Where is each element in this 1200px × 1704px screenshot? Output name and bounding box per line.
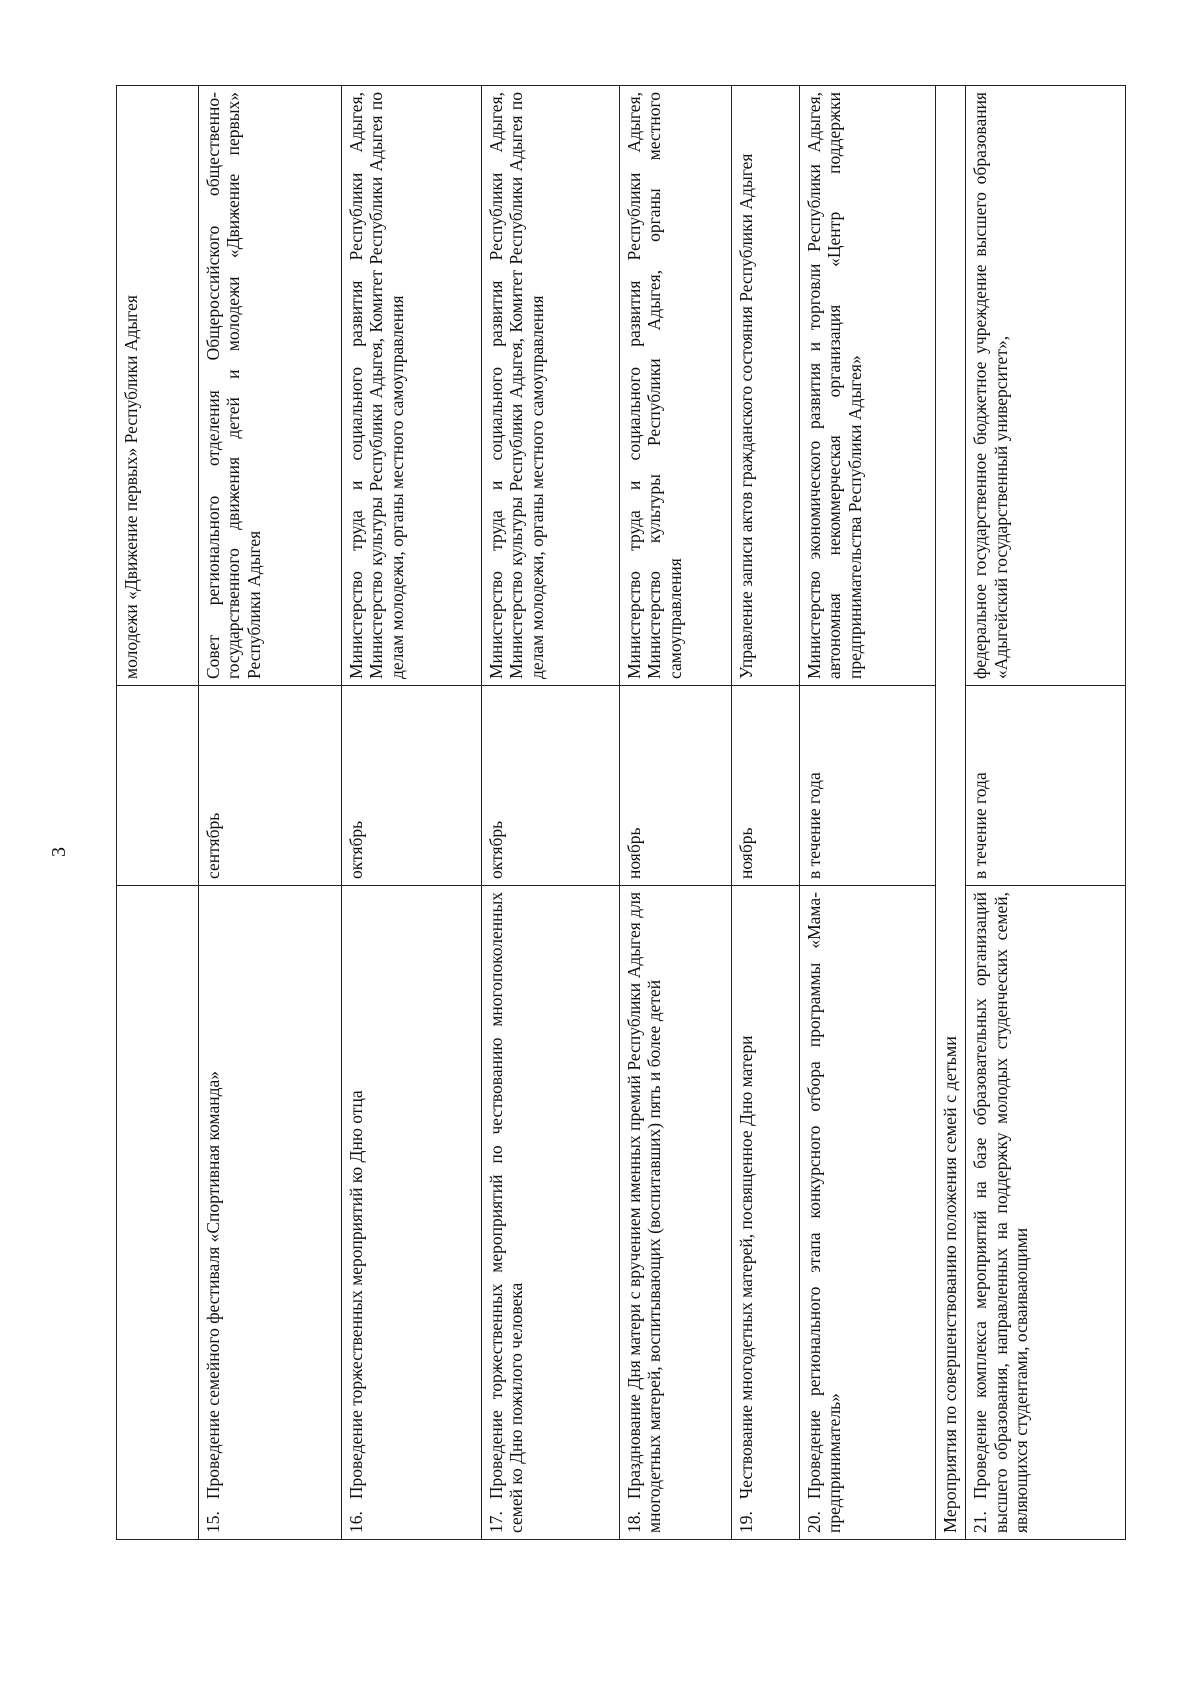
- event-text: Чествование многодетных матерей, посвященное Дню матери: [736, 1035, 756, 1500]
- row-number: 18.: [624, 1511, 644, 1533]
- executors-cell: Министерство труда и социального развития Республики Адыгея, Министерство культуры Республики Адыгея, Комитет Республики Адыгея по делам молодежи, органы местного самоуправления: [342, 86, 482, 686]
- event-text: Проведение семейного фестиваля «Спортивная команда»: [203, 1070, 223, 1500]
- event-cell: [732, 886, 800, 1540]
- row-number: 17.: [486, 1511, 506, 1533]
- event-cell: [199, 886, 342, 1540]
- event-text: Проведение торжественных мероприятий ко Дню отца: [346, 1090, 366, 1500]
- period-cell: в течение года: [966, 686, 1126, 886]
- executors-cell: федеральное государственное бюджетное учреждение высшего образования «Адыгейский государственный университет»,: [966, 86, 1126, 686]
- event-text: Проведение регионального этапа конкурсного отбора программы «Мама-предприниматель»: [804, 892, 845, 1533]
- period-cell: в течение года: [800, 686, 936, 886]
- period-cell: [117, 686, 199, 886]
- table-row: [482, 86, 620, 1540]
- table-row: [966, 86, 1126, 1540]
- event-cell: [800, 886, 936, 1540]
- section-row: [936, 86, 966, 1540]
- table-row: [342, 86, 482, 1540]
- executors-cell: молодежи «Движение первых» Республики Адыгея: [117, 86, 199, 686]
- executors-cell: Министерство труда и социального развития Республики Адыгея, Министерство культуры Республики Адыгея, Комитет Республики Адыгея по делам молодежи, органы местного самоуправления: [482, 86, 620, 686]
- event-cell: [966, 886, 1126, 1540]
- period-cell: октябрь: [482, 686, 620, 886]
- period-cell: ноябрь: [732, 686, 800, 886]
- events-table: [116, 85, 1126, 1540]
- row-number: 16.: [346, 1511, 366, 1533]
- period-cell: сентябрь: [199, 686, 342, 886]
- table-row: [620, 86, 732, 1540]
- event-cell: [482, 886, 620, 1540]
- rotated-table-area: [116, 86, 1126, 1540]
- event-text: Проведение торжественных мероприятий по чествованию многопоколенных семей ко Дню пожилого человека: [486, 892, 527, 1533]
- event-text: Празднование Дня матери с вручением именных премий Республики Адыгея для многодетных матерей, воспитывающих (воспитавших) пять и более детей: [624, 892, 665, 1533]
- event-cell: [342, 886, 482, 1540]
- page-number: 3: [48, 847, 70, 857]
- period-cell: ноябрь: [620, 686, 732, 886]
- section-title: Мероприятия по совершенствованию положения семей с детьми: [936, 86, 966, 1540]
- row-number: 20.: [804, 1511, 824, 1533]
- table-row: [199, 86, 342, 1540]
- table-row: [117, 86, 199, 1540]
- row-number: 15.: [203, 1511, 223, 1533]
- executors-cell: Министерство труда и социального развития Республики Адыгея, Министерство культуры Республики Адыгея, органы местного самоуправления: [620, 86, 732, 686]
- table-row: [800, 86, 936, 1540]
- executors-cell: Управление записи актов гражданского состояния Республики Адыгея: [732, 86, 800, 686]
- event-cell: [117, 886, 199, 1540]
- row-number: 21.: [970, 1511, 991, 1533]
- table-row: [732, 86, 800, 1540]
- event-cell: [620, 886, 732, 1540]
- event-text: Проведение комплекса мероприятий на базе образовательных организаций высшего образования, направленных на поддержку молодых студенческих семей, являющихся студентами, осваивающими: [970, 892, 1031, 1533]
- period-cell: октябрь: [342, 686, 482, 886]
- executors-cell: Министерство экономического развития и торговли Республики Адыгея, автономная некоммерческая организация «Центр поддержки предпринимательства Республики Адыгея»: [800, 86, 936, 686]
- row-number: 19.: [736, 1511, 756, 1533]
- executors-cell: Совет регионального отделения Общероссийского общественно-государственного движения детей и молодежи «Движение первых» Республики Адыгея: [199, 86, 342, 686]
